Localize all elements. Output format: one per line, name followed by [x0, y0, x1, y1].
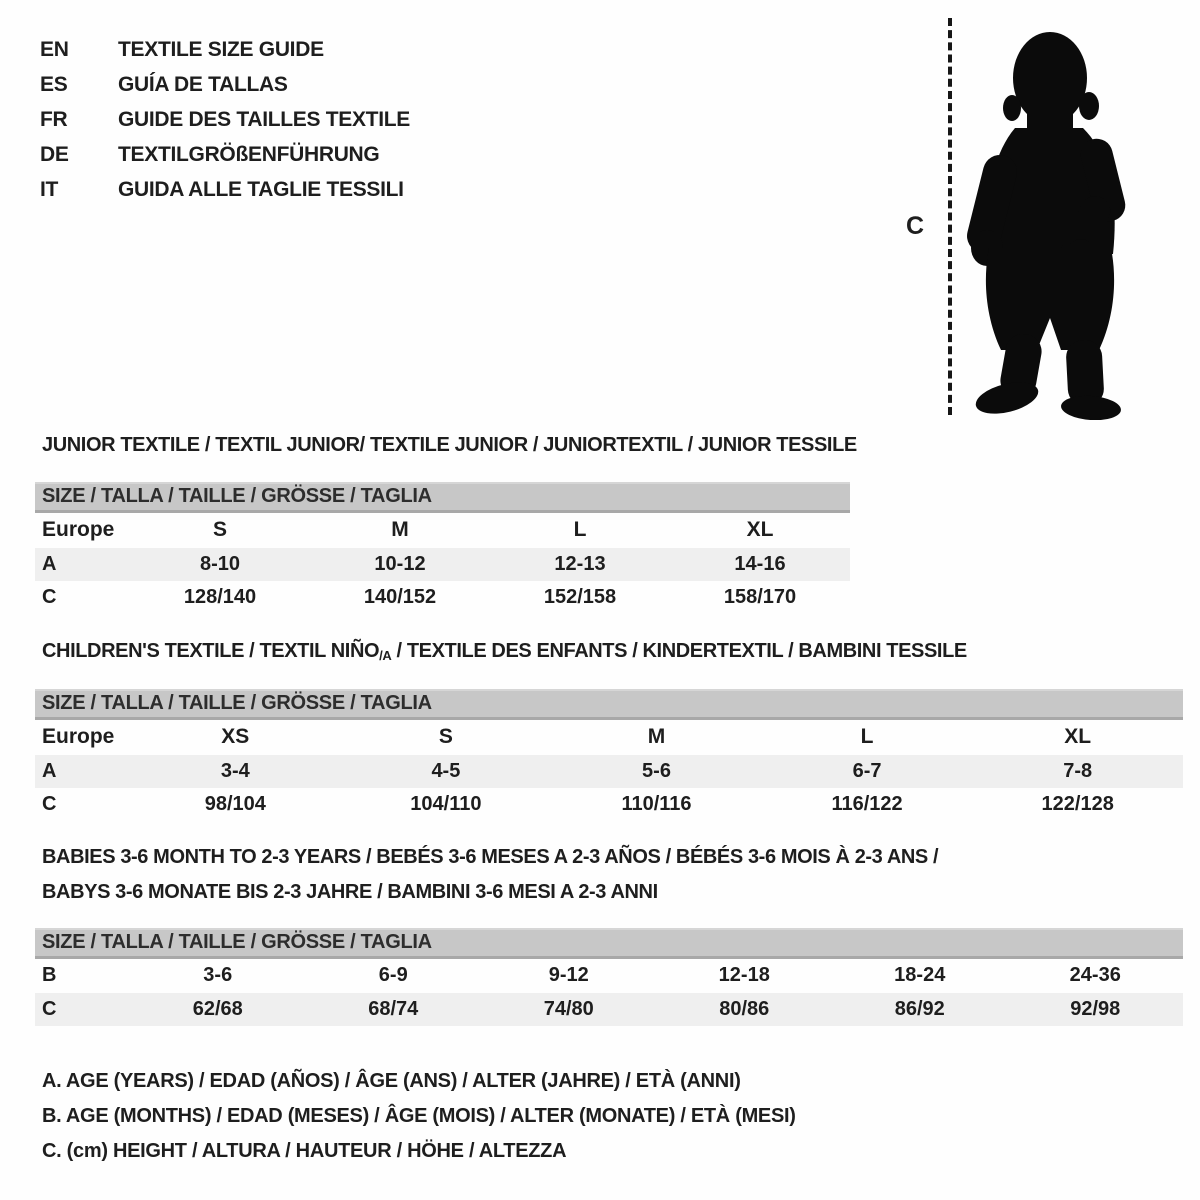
language-row-en: [40, 32, 410, 67]
value-cell: 98/104: [204, 793, 266, 815]
language-code: ES: [40, 72, 68, 96]
value-cell: 152/158: [543, 586, 617, 608]
size-header-label: SIZE / TALLA / TAILLE / GRÖSSE / TAGLIA: [35, 483, 850, 511]
row-label: B: [42, 964, 57, 987]
value-cell: 7-8: [1063, 760, 1093, 782]
children-size-table: [35, 689, 1183, 821]
guide-title: GUIDA ALLE TAGLIE TESSILI: [118, 177, 404, 201]
value-cell: 6-9: [378, 964, 408, 987]
value-cell: 128/140: [183, 586, 257, 608]
title-text: CHILDREN'S TEXTILE / TEXTIL NIÑO: [42, 640, 380, 662]
value-cell: 18-24: [894, 964, 946, 987]
legend-line-c: C. (cm) HEIGHT / ALTURA / HAUTEUR / HÖHE / ALTEZZA: [42, 1140, 567, 1162]
value-cell: 158/170: [723, 586, 797, 608]
size-cell: XL: [1064, 725, 1092, 749]
value-cell: 12-18: [718, 964, 770, 987]
measurement-legend: [42, 1064, 796, 1169]
value-cell: 4-5: [431, 760, 461, 782]
table-row-months: [35, 957, 1183, 993]
row-label: A: [42, 760, 57, 782]
title-line-2: BABYS 3-6 MONATE BIS 2-3 JAHRE / BAMBINI 3-6 MESI A 2-3 ANNI: [42, 881, 658, 903]
value-cell: 8-10: [199, 553, 241, 575]
size-cell: M: [391, 518, 409, 542]
table-header-row: [35, 929, 1183, 957]
language-code: FR: [40, 107, 68, 131]
value-cell: 92/98: [1070, 998, 1121, 1020]
guide-title: GUÍA DE TALLAS: [118, 72, 288, 96]
table-row-age: [35, 548, 850, 581]
value-cell: 24-36: [1069, 964, 1121, 987]
value-cell: 122/128: [1041, 793, 1114, 815]
size-cell: L: [573, 518, 587, 542]
baby-silhouette-icon: [955, 16, 1155, 420]
value-cell: 110/116: [621, 793, 692, 815]
table-row-age: [35, 755, 1183, 788]
table-row-height: [35, 993, 1183, 1026]
title-subscript: /A: [379, 648, 392, 663]
language-row-es: [40, 67, 410, 102]
value-cell: 3-4: [220, 760, 250, 782]
language-row-it: [40, 172, 410, 207]
table-header-row: [35, 690, 1183, 718]
value-cell: 68/74: [368, 998, 419, 1020]
guide-title: GUIDE DES TAILLES TEXTILE: [118, 107, 410, 131]
language-code: DE: [40, 142, 69, 166]
guide-title: TEXTILE SIZE GUIDE: [118, 37, 324, 61]
value-cell: 62/68: [192, 998, 243, 1020]
size-header-label: SIZE / TALLA / TAILLE / GRÖSSE / TAGLIA: [35, 929, 1183, 957]
height-measure-dashed-line: [948, 18, 952, 415]
size-cell: S: [438, 725, 453, 749]
size-header-label: SIZE / TALLA / TAILLE / GRÖSSE / TAGLIA: [35, 690, 1183, 718]
size-cell: XS: [221, 725, 250, 749]
junior-size-table: [35, 482, 850, 614]
value-cell: 80/86: [719, 998, 770, 1020]
babies-size-table: [35, 928, 1183, 1026]
row-label: C: [42, 586, 57, 608]
title-text: / TEXTILE DES ENFANTS / KINDERTEXTIL / BAMBINI TESSILE: [391, 640, 967, 662]
table-header-row: [35, 483, 850, 511]
size-cell: M: [647, 725, 666, 749]
section-title-children: [35, 640, 1183, 663]
value-cell: 10-12: [374, 553, 426, 575]
legend-line-a: A. AGE (YEARS) / EDAD (AÑOS) / ÂGE (ANS) / ALTER (JAHRE) / ETÀ (ANNI): [42, 1070, 741, 1092]
table-row-europe: [35, 511, 850, 548]
row-label: A: [42, 553, 57, 575]
size-cell: L: [860, 725, 874, 749]
value-cell: 140/152: [363, 586, 437, 608]
value-cell: 74/80: [543, 998, 594, 1020]
section-title-babies: [35, 846, 1183, 904]
legend-line-b: B. AGE (MONTHS) / EDAD (MESES) / ÂGE (MOIS) / ALTER (MONATE) / ETÀ (MESI): [42, 1105, 796, 1127]
section-babies-textile: [35, 846, 1183, 1026]
table-row-height: [35, 788, 1183, 821]
size-cell: XL: [746, 518, 774, 542]
row-label: Europe: [42, 725, 115, 749]
row-label: Europe: [42, 518, 115, 542]
value-cell: 12-13: [554, 553, 606, 575]
language-row-fr: [40, 102, 410, 137]
row-label: C: [42, 793, 57, 815]
value-cell: 5-6: [642, 760, 671, 782]
section-childrens-textile: [35, 640, 1183, 821]
section-title-junior: JUNIOR TEXTILE / TEXTIL JUNIOR/ TEXTILE JUNIOR / JUNIORTEXTIL / JUNIOR TESSILE: [42, 434, 857, 456]
value-cell: 3-6: [203, 964, 233, 987]
language-code: IT: [40, 177, 59, 201]
height-measure-label: C: [906, 212, 924, 240]
table-row-height: [35, 581, 850, 614]
language-list: [40, 32, 410, 207]
section-junior-textile: [35, 434, 857, 614]
value-cell: 14-16: [734, 553, 786, 575]
table-row-europe: [35, 718, 1183, 755]
language-code: EN: [40, 37, 69, 61]
value-cell: 116/122: [831, 793, 903, 815]
value-cell: 9-12: [548, 964, 589, 987]
value-cell: 104/110: [410, 793, 482, 815]
size-cell: S: [212, 518, 227, 542]
guide-title: TEXTILGRÖßENFÜHRUNG: [118, 142, 380, 166]
title-line-1: BABIES 3-6 MONTH TO 2-3 YEARS / BEBÉS 3-6 MESES A 2-3 AÑOS / BÉBÉS 3-6 MOIS À 2-3 ANS /: [42, 846, 939, 868]
value-cell: 6-7: [852, 760, 882, 782]
language-row-de: [40, 137, 410, 172]
value-cell: 86/92: [894, 998, 945, 1020]
row-label: C: [42, 998, 57, 1020]
